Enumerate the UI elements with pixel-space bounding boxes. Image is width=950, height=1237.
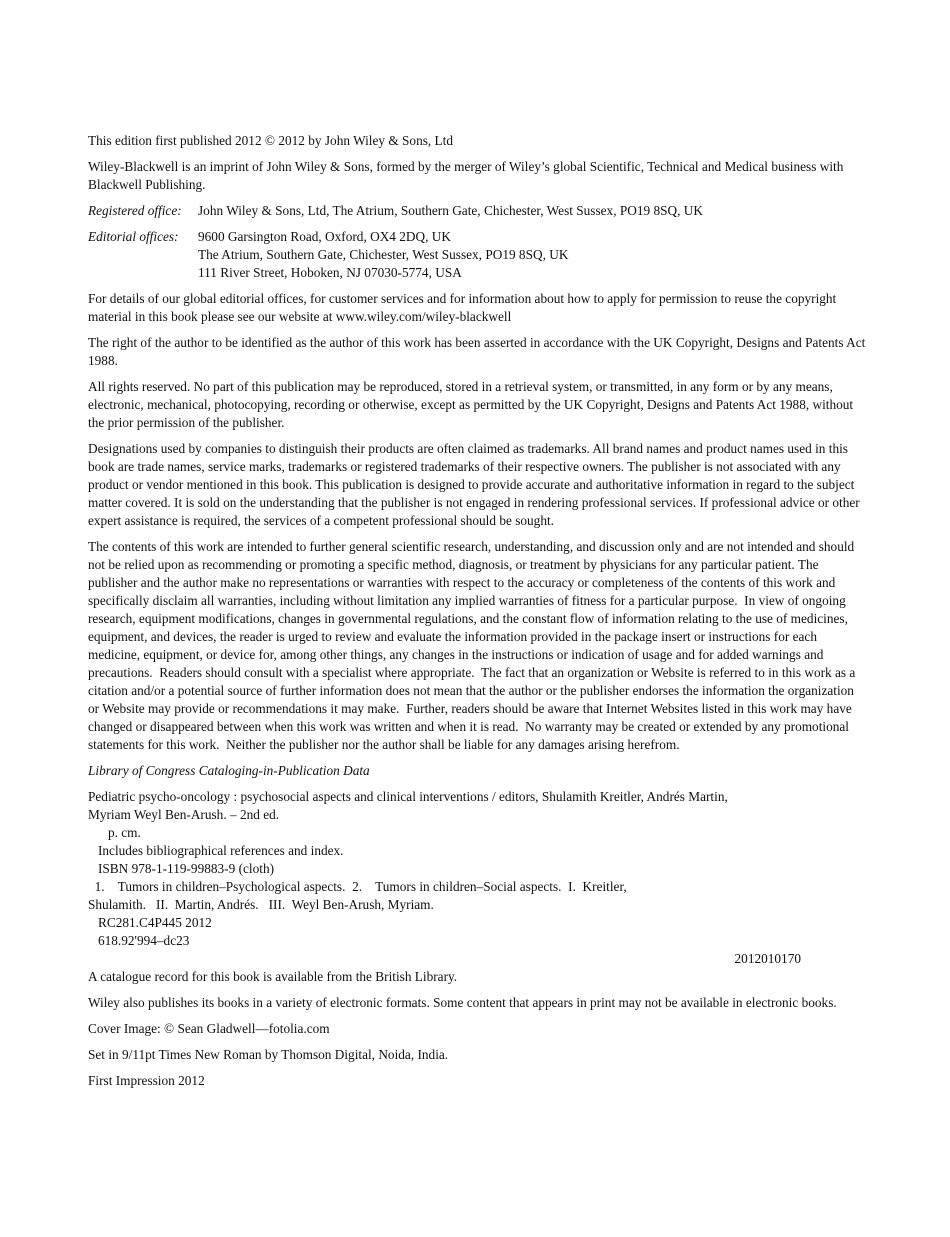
cip-dewey-line: 618.92'994–dc23 <box>88 933 190 948</box>
typesetting-note: Set in 9/11pt Times New Roman by Thomson Digital, Noida, India. <box>88 1047 449 1062</box>
all-rights-paragraph: All rights reserved. No part of this publication may be reproduced, stored in a retrieval system, or transmitted, in any form or by any means, electronic, mechanical, photocopying, recording or otherwise, except as permitted by the UK Copyright, Designs and Patents Act 1988, without the prior permission of the publisher. <box>88 379 857 430</box>
editorial-address-hoboken: 111 River Street, Hoboken, NJ 07030-5774, USA <box>198 265 462 280</box>
designations-paragraph: Designations used by companies to distinguish their products are often claimed as trademarks. All brand names and product names used in this book are trade names, service marks, trademarks or registered trademarks of their respective owners. The publisher is not associated with any product or vendor mentioned in this book. This publication is designed to provide accurate and authoritative information in regard to the subject matter covered. It is sold on the understanding that the publisher is not engaged in rendering professional services. If professional advice or other expert assistance is required, the services of a competent professional should be sought. <box>88 441 864 528</box>
registered-office-address: John Wiley & Sons, Ltd, The Atrium, Southern Gate, Chichester, West Sussex, PO19 8SQ, UK <box>198 203 703 218</box>
cip-subjects-line: 1. Tumors in children–Psychological aspects. 2. Tumors in children–Social aspects. I. Kreitler, <box>88 879 627 894</box>
disclaimer-paragraph: The contents of this work are intended to further general scientific research, understanding, and discussion only and are not intended and should not be relied upon as recommending or promoting a specific method, diagnosis, or treatment by physicians for any particular patient. The publisher and the author make no representations or warranties with respect to the accuracy or completeness of the contents of this work and specifically disclaim all warranties, including without limitation any implied warranties of fitness for a particular purpose. In view of ongoing research, equipment modifications, changes in governmental regulations, and the constant flow of information relating to the use of medicines, equipment, and devices, the reader is urged to review and evaluate the information provided in the package insert or instructions for each medicine, equipment, or device for, among other things, any changes in the instructions or indication of usage and for added warnings and precautions. Readers should consult with a specialist where appropriate. The fact that an organization or Website is referred to in this work as a citation and/or a potential source of further information does not mean that the author or the publisher endorses the information the organization or Website may provide or recommendations it may make. Further, readers should be aware that Internet Websites listed in this work may have changed or disappeared between when this work was written and when it is read. No warranty may be created or extended by any promotional statements for this work. Neither the publisher nor the author shall be liable for any damages arising herefrom. <box>88 539 859 752</box>
cip-data-block <box>88 788 867 950</box>
cip-pcm-line: p. cm. <box>88 825 141 840</box>
catalogue-record-line: A catalogue record for this book is available from the British Library. <box>88 969 458 984</box>
edition-line: This edition first published 2012 © 2012 by John Wiley & Sons, Ltd <box>88 133 454 148</box>
first-impression-line: First Impression 2012 <box>88 1073 205 1088</box>
cip-editors-line: Shulamith. II. Martin, Andrés. III. Weyl Ben-Arush, Myriam. <box>88 897 434 912</box>
loc-cataloging-heading: Library of Congress Cataloging-in-Publication Data <box>88 763 370 778</box>
author-rights-paragraph: The right of the author to be identified as the author of this work has been asserted in accordance with the UK Copyright, Designs and Patents Act 1988. <box>88 335 869 368</box>
editorial-offices-addresses <box>198 228 867 282</box>
loc-control-number: 2012010170 <box>734 951 801 966</box>
electronic-formats-paragraph: Wiley also publishes its books in a variety of electronic formats. Some content that appears in print may not be available in electronic books. <box>88 995 837 1010</box>
cip-call-number-line: RC281.C4P445 2012 <box>88 915 212 930</box>
editorial-offices-row <box>88 228 867 282</box>
cip-includes-line: Includes bibliographical references and index. <box>88 843 344 858</box>
cip-edition-line: Myriam Weyl Ben-Arush. – 2nd ed. <box>88 807 280 822</box>
permissions-paragraph: For details of our global editorial offices, for customer services and for information about how to apply for permission to reuse the copyright material in this book please see our website at www.wiley.com/wiley-blackwell <box>88 291 840 324</box>
editorial-address-oxford: 9600 Garsington Road, Oxford, OX4 2DQ, UK <box>198 229 451 244</box>
cover-image-credit: Cover Image: © Sean Gladwell—fotolia.com <box>88 1021 330 1036</box>
imprint-paragraph: Wiley-Blackwell is an imprint of John Wiley & Sons, formed by the merger of Wiley’s global Scientific, Technical and Medical business with Blackwell Publishing. <box>88 159 847 192</box>
registered-office-row <box>88 202 867 220</box>
copyright-page-content <box>88 132 867 1098</box>
cip-isbn-line: ISBN 978-1-119-99883-9 (cloth) <box>88 861 275 876</box>
editorial-address-chichester: The Atrium, Southern Gate, Chichester, West Sussex, PO19 8SQ, UK <box>198 247 569 262</box>
editorial-offices-label: Editorial offices: <box>88 229 179 244</box>
registered-office-label: Registered office: <box>88 203 182 218</box>
cip-title-line: Pediatric psycho-oncology : psychosocial aspects and clinical interventions / editors, Shulamith Kreitler, Andrés Martin, <box>88 789 728 804</box>
